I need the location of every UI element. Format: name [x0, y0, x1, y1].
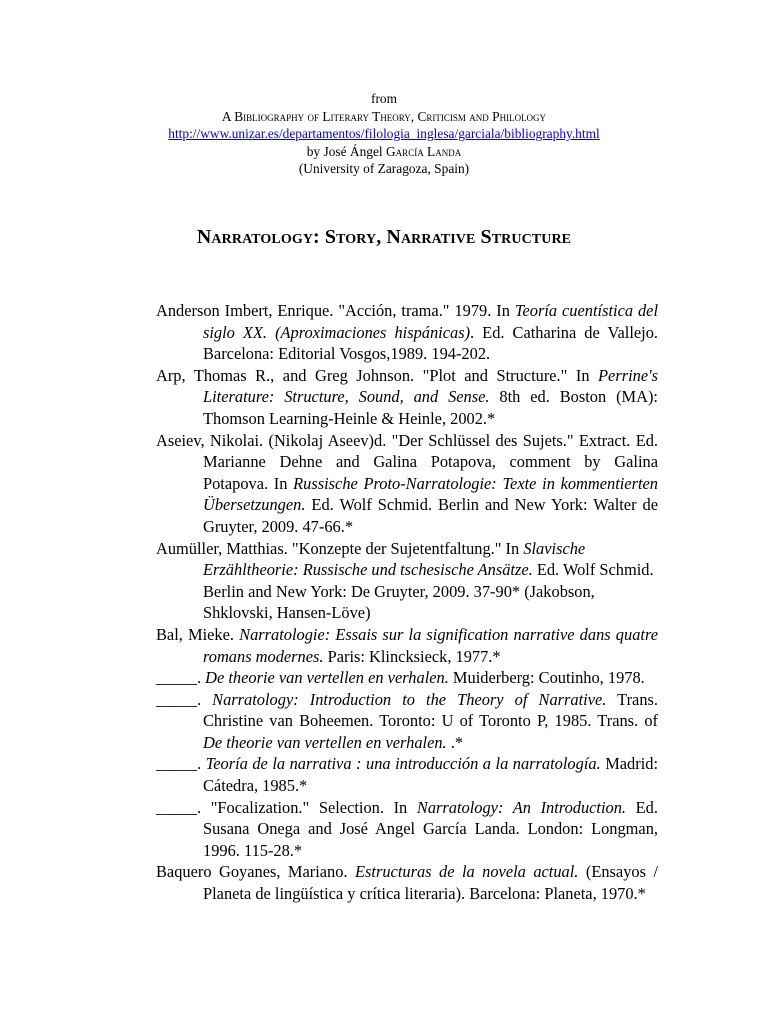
- bib-entry-bal-theorie: _____. De theorie van vertellen en verhalen. Muiderberg: Coutinho, 1978.: [156, 668, 645, 688]
- bib-entry-arp: Arp, Thomas R., and Greg Johnson. "Plot and Structure." In Perrine's Literature: Structure, Sound, and Sense. 8th ed. Boston (MA): Thomson Learning-Heinle & Heinle, 2002.*: [156, 365, 658, 428]
- bib-entry-aseiev: Aseiev, Nikolai. (Nikolaj Aseev)d. "Der Schlüssel des Sujets." Extract. Ed. Marianne Dehne and Galina Potapova, comment by Galina Potapova. In Russische Proto-Narratologie: Texte in kommentierten Übersetzungen. Ed. Wolf Schmid. Berlin and New York: Walter de Gruyter, 2009. 47-66.*: [156, 430, 658, 536]
- author-line: [0, 143, 768, 161]
- bib-entry-bal-narratologie: Bal, Mieke. Narratologie: Essais sur la signification narrative dans quatre romans modernes. Paris: Klincksieck, 1977.*: [156, 624, 658, 666]
- bib-entry-bal-narratology: _____. Narratology: Introduction to the Theory of Narrative. Trans. Christine van Boheemen. Toronto: U of Toronto P, 1985. Trans. of De theorie van vertellen en verhalen. .*: [156, 689, 658, 752]
- from-line: from: [370, 91, 398, 106]
- bib-entry-baquero-goyanes: Baquero Goyanes, Mariano. Estructuras de la novela actual. (Ensayos / Planeta de lingüística y crítica literaria). Barcelona: Planeta, 1970.*: [156, 862, 658, 904]
- page-title: Narratology: Story, Narrative Structure: [196, 226, 572, 248]
- bib-entry-bal-teoria: _____. Teoría de la narrativa : una introducción a la narratología. Madrid: Cátedra, 1985.*: [156, 754, 659, 796]
- bib-entry-anderson-imbert: Anderson Imbert, Enrique. "Acción, trama." 1979. In Teoría cuentística del siglo XX. (Aproximaciones hispánicas). Ed. Catharina de Vallejo. Barcelona: Editorial Vosgos,1989. 194-202.: [156, 301, 659, 364]
- affiliation-line: (University of Zaragoza, Spain): [298, 161, 470, 177]
- bibliography-title: A Bibliography of Literary Theory, Criticism and Philology: [221, 108, 547, 124]
- bib-entry-aumuller: Aumüller, Matthias. "Konzepte der Sujetentfaltung." In Slavische Erzähltheorie: Russische und tschesische Ansätze. Ed. Wolf Schmid. Berlin and New York: De Gruyter, 2009. 37-90* (Jakobson, Shklovski, Hansen-Löve): [156, 538, 654, 623]
- author-name: García Landa: [386, 143, 462, 159]
- source-header: [0, 90, 768, 178]
- bib-entry-bal-focalization: _____. "Focalization." Selection. In Narratology: An Introduction. Ed. Susana Onega and José Angel García Landa. London: Longman, 1996. 115-28.*: [156, 797, 658, 860]
- bibliography-list: [156, 300, 658, 905]
- bibliography-url-link[interactable]: http://www.unizar.es/departamentos/filologia_inglesa/garciala/bibliography.html: [168, 126, 600, 142]
- author-prefix: by José Ángel: [306, 143, 383, 159]
- url-line: [0, 125, 768, 143]
